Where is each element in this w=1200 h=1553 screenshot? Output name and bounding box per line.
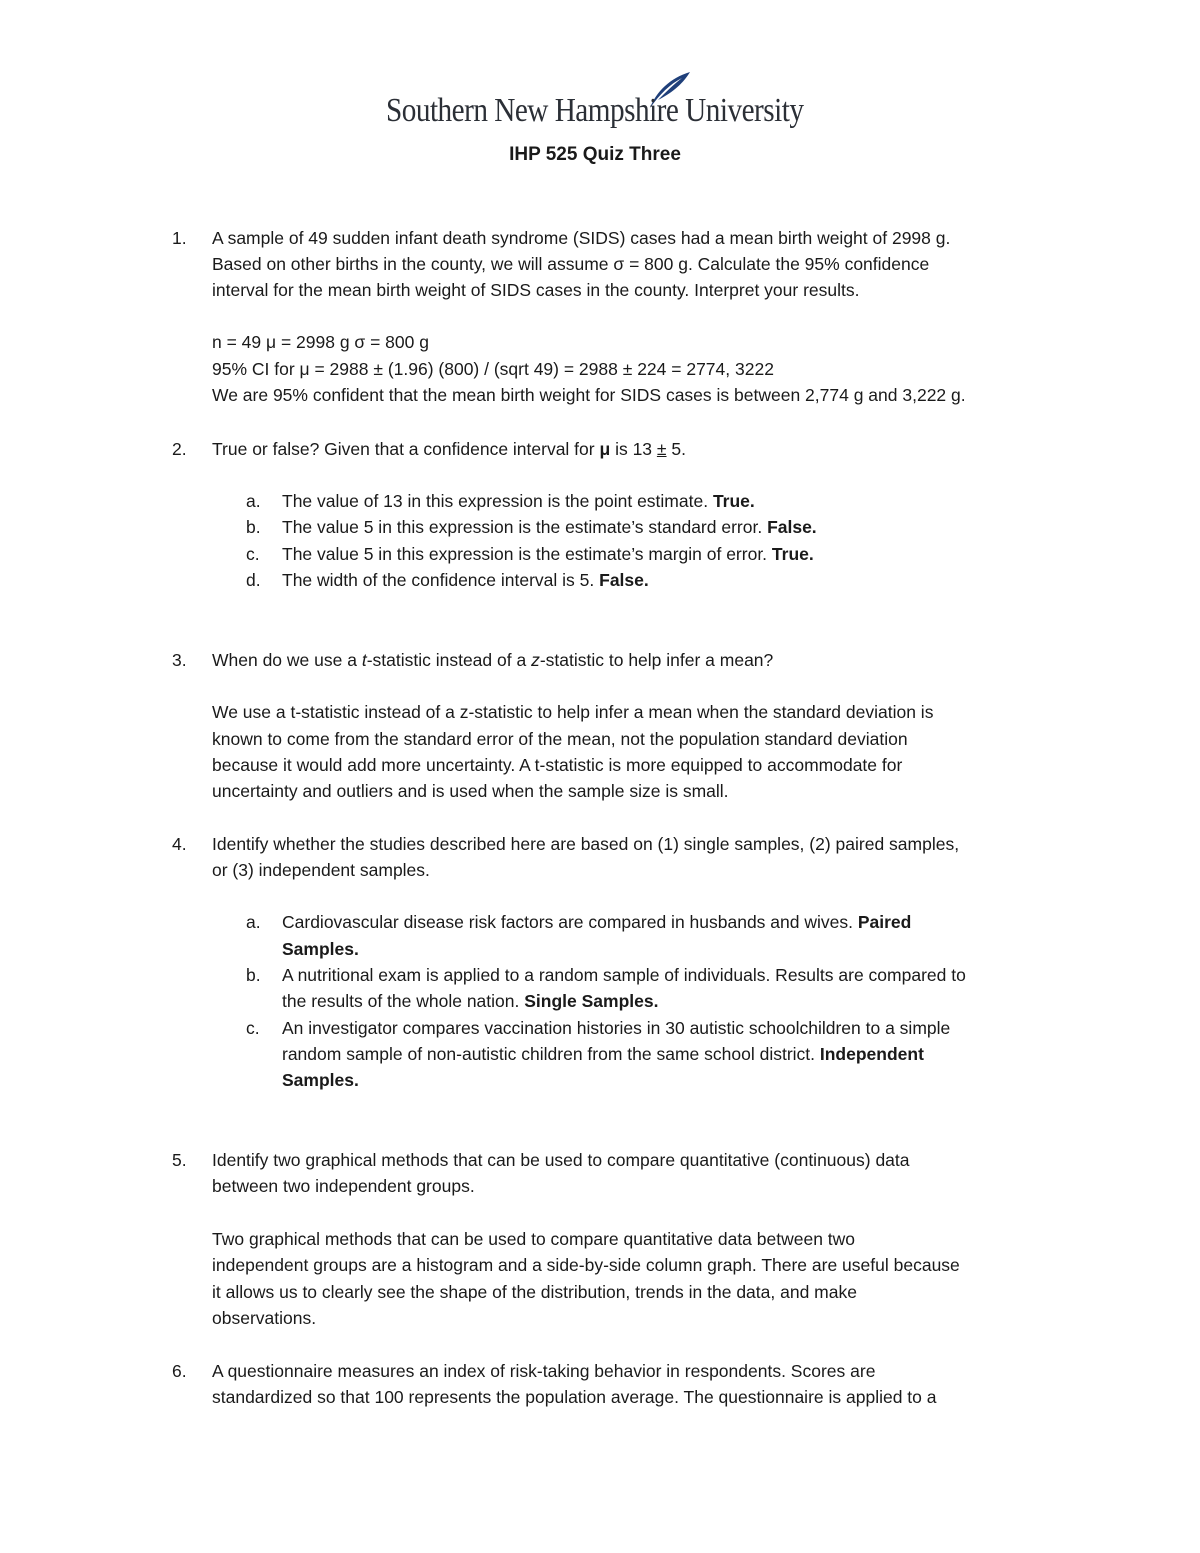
prompt-part: is 13 [610, 439, 657, 459]
list-item [282, 909, 911, 935]
question-number: 3. [172, 650, 187, 670]
list-item-continued [282, 988, 658, 1014]
item-answer: True. [712, 491, 755, 511]
question-text: between two independent groups. [212, 1176, 475, 1196]
answer-text: independent groups are a histogram and a side-by-side column graph. There are useful because [212, 1255, 960, 1275]
list-item [282, 514, 817, 540]
item-answer: False. [599, 570, 649, 590]
question-number: 6. [172, 1361, 187, 1381]
list-item-continued [282, 1067, 359, 1093]
answer-text: because it would add more uncertainty. A t-statistic is more equipped to accommodate for [212, 755, 903, 775]
university-logo [386, 70, 826, 136]
mu-symbol: μ [599, 439, 611, 459]
question-text [212, 647, 773, 673]
italic-z: z [531, 650, 540, 670]
question-text: standardized so that 100 represents the population average. The questionnaire is applied to a [212, 1387, 937, 1407]
italic-t: t [361, 650, 367, 670]
prompt-part: -statistic to help infer a mean? [539, 650, 774, 670]
prompt-part: 5. [666, 439, 686, 459]
item-answer: Samples. [282, 939, 359, 959]
item-letter: b. [246, 965, 261, 985]
item-text: random sample of non-autistic children from the same school district. [282, 1044, 820, 1064]
answer-text: uncertainty and outliers and is used when the sample size is small. [212, 781, 729, 801]
item-answer: Independent [819, 1044, 924, 1064]
item-letter: a. [246, 912, 261, 932]
answer-text: observations. [212, 1308, 317, 1328]
question-text: or (3) independent samples. [212, 860, 430, 880]
question-text: Identify two graphical methods that can be used to compare quantitative (continuous) data [212, 1150, 910, 1170]
item-text: The value of 13 in this expression is the point estimate. [282, 491, 713, 511]
question-number: 5. [172, 1150, 187, 1170]
item-text: The value 5 in this expression is the estimate’s margin of error. [282, 544, 772, 564]
item-letter: b. [246, 517, 261, 537]
item-text: The value 5 in this expression is the estimate’s standard error. [282, 517, 768, 537]
answer-text: n = 49 μ = 2998 g σ = 800 g [212, 332, 429, 352]
question-number: 4. [172, 834, 187, 854]
answer-text: Two graphical methods that can be used to compare quantitative data between two [212, 1229, 856, 1249]
prompt-part: When do we use a [212, 650, 362, 670]
item-letter: c. [246, 544, 260, 564]
item-answer: False. [767, 517, 817, 537]
list-item [282, 567, 649, 593]
item-text: the results of the whole nation. [282, 991, 525, 1011]
question-number: 1. [172, 228, 187, 248]
question-text: interval for the mean birth weight of SIDS cases in the county. Interpret your results. [212, 280, 860, 300]
list-item [282, 541, 814, 567]
logo-wordmark: Southern New Hampshire University [386, 92, 804, 129]
page-title: IHP 525 Quiz Three [509, 144, 681, 165]
question-text: Identify whether the studies described here are based on (1) single samples, (2) paired samples, [212, 834, 960, 854]
question-text [212, 436, 686, 462]
list-item-continued [282, 936, 359, 962]
list-item: An investigator compares vaccination histories in 30 autistic schoolchildren to a simple [282, 1018, 951, 1038]
list-item [282, 488, 755, 514]
answer-text: 95% CI for μ = 2988 ± (1.96) (800) / (sqrt 49) = 2988 ± 224 = 2774, 3222 [212, 359, 774, 379]
question-text: A questionnaire measures an index of risk-taking behavior in respondents. Scores are [212, 1361, 876, 1381]
item-text: The width of the confidence interval is 5. [282, 570, 600, 590]
item-answer: Samples. [282, 1070, 359, 1090]
item-text: Cardiovascular disease risk factors are compared in husbands and wives. [282, 912, 858, 932]
answer-text: it allows us to clearly see the shape of the distribution, trends in the data, and make [212, 1282, 857, 1302]
item-answer: Single Samples. [524, 991, 659, 1011]
prompt-part: -statistic instead of a [366, 650, 532, 670]
item-letter: c. [246, 1018, 260, 1038]
item-answer: Paired [857, 912, 912, 932]
prompt-part: True or false? Given that a confidence interval for [212, 439, 600, 459]
answer-text: We use a t-statistic instead of a z-statistic to help infer a mean when the standard deviation is [212, 702, 934, 722]
question-number: 2. [172, 439, 187, 459]
item-letter: d. [246, 570, 261, 590]
answer-text: We are 95% confident that the mean birth weight for SIDS cases is between 2,774 g and 3,222 g. [212, 385, 966, 405]
list-item: A nutritional exam is applied to a random sample of individuals. Results are compared to [282, 965, 966, 985]
question-text: A sample of 49 sudden infant death syndrome (SIDS) cases had a mean birth weight of 2998 g. [212, 228, 951, 248]
item-answer: True. [771, 544, 814, 564]
question-text: Based on other births in the county, we will assume σ = 800 g. Calculate the 95% confidence [212, 254, 930, 274]
list-item-continued [282, 1041, 924, 1067]
item-letter: a. [246, 491, 261, 511]
plus-minus-symbol: ± [656, 439, 667, 459]
answer-text: known to come from the standard error of the mean, not the population standard deviation [212, 729, 908, 749]
